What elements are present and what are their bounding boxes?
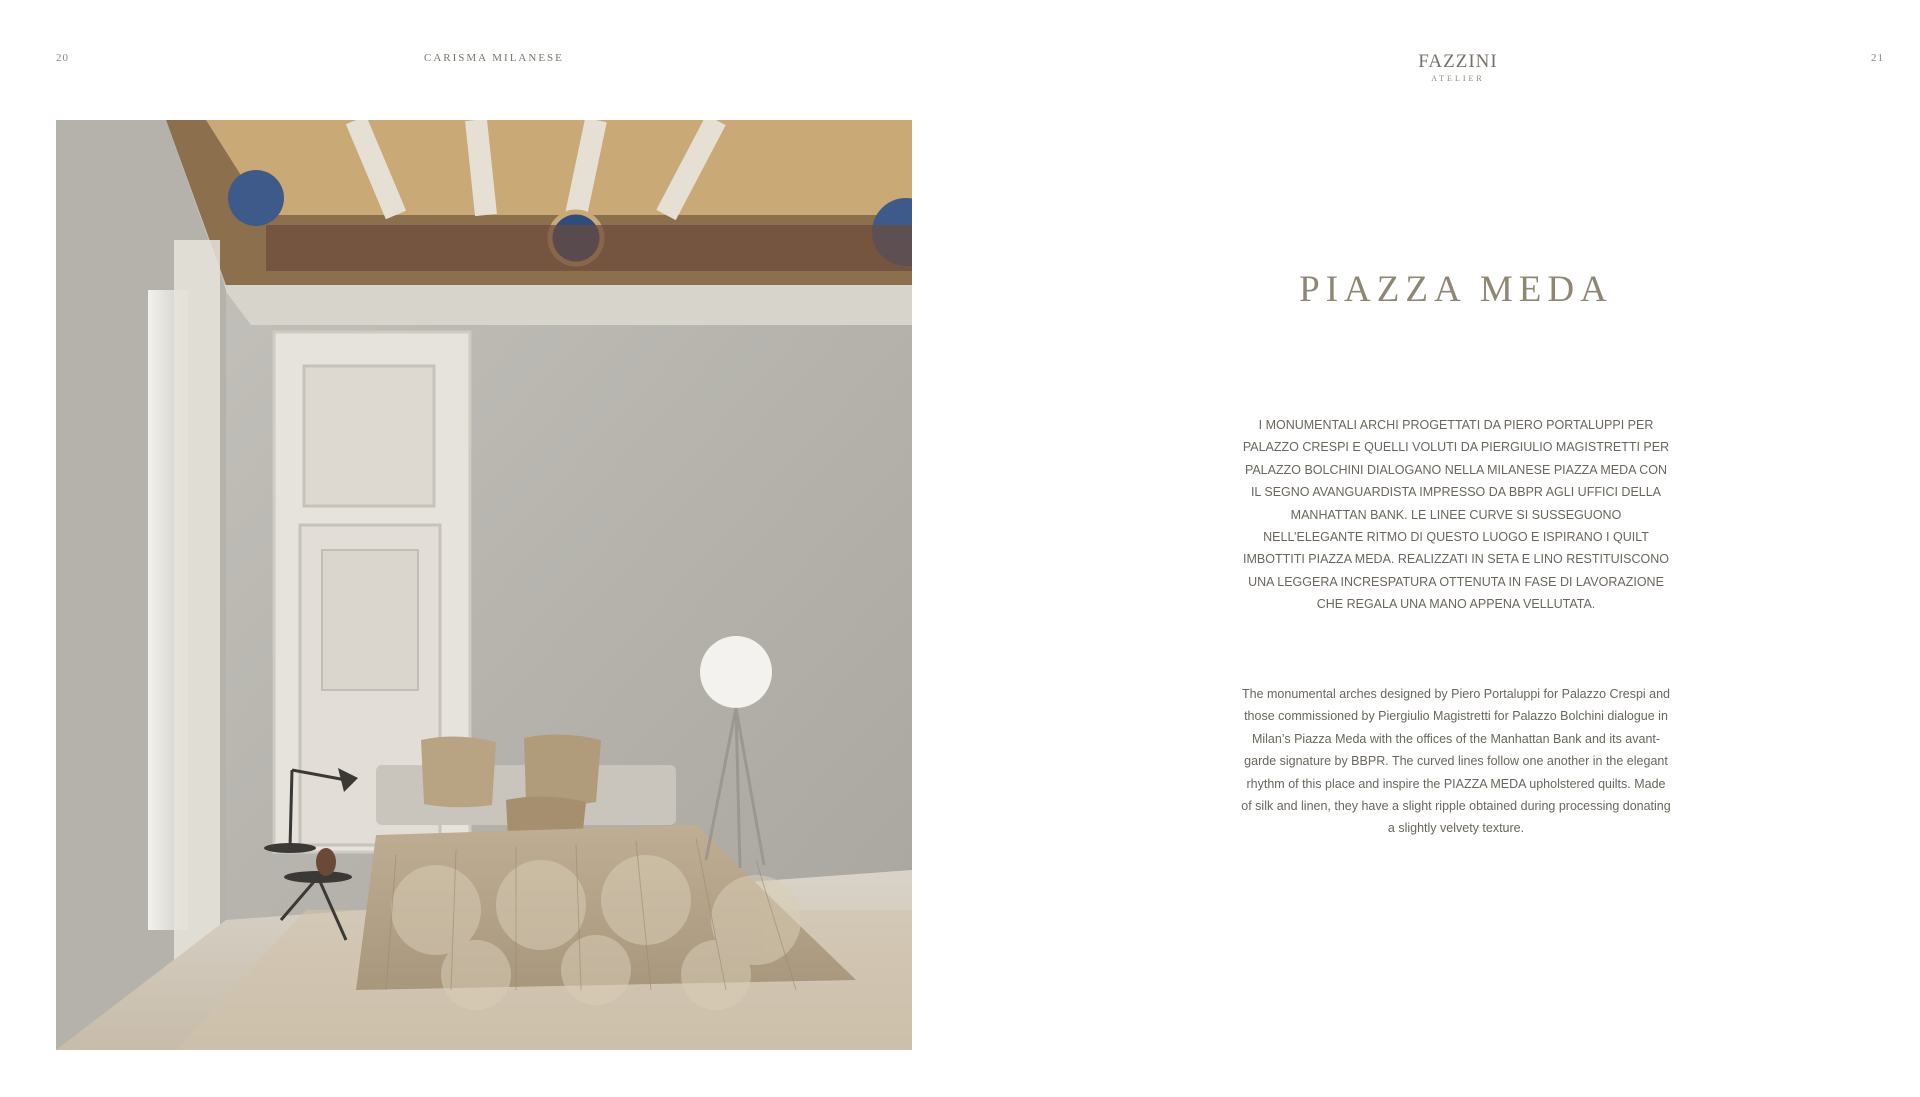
running-head: CARISMA MILANESE	[424, 52, 564, 64]
bedroom-photo	[56, 120, 912, 1050]
article-title: PIAZZA MEDA	[1299, 268, 1613, 310]
article-text-english: The monumental arches designed by Piero Portaluppi for Palazzo Crespi and those commissioned by Piergiulio Magistretti for Palazzo Bolchini dialogue in Milan’s Piazza Meda with the offices of the Manhattan Bank and its avant-garde signature by BBPR. The curved lines follow one another in the elegant rhythm of this place and inspire the PIAZZA MEDA upholstered quilts. Made of silk and linen, they have a slight ripple obtained during processing donating a slightly velvety texture.	[1241, 687, 1671, 836]
brand-subtitle: ATELIER	[1431, 74, 1485, 83]
brand-name: FAZZINI	[1418, 51, 1498, 72]
right-page-number: 21	[1871, 52, 1884, 64]
left-page-number: 20	[56, 52, 69, 64]
article-text-italian: I MONUMENTALI ARCHI PROGETTATI DA PIERO PORTALUPPI PER PALAZZO CRESPI E QUELLI VOLUTI DA PIERGIULIO MAGISTRETTI PER PALAZZO BOLCHINI DIALOGANO NELLA MILANESE PIAZZA MEDA CON IL SEGNO AVANGUARDISTA IMPRESSO DA BBPR AGLI UFFICI DELLA MANHATTAN BANK. LE LINEE CURVE SI SUSSEGUONO NELL’ELEGANTE RITMO DI QUESTO LUOGO E ISPIRANO I QUILT IMBOTTITI PIAZZA MEDA. REALIZZATI IN SETA E LINO RESTITUISCONO UNA LEGGERA INCRESPATURA OTTENUTA IN FASE DI LAVORAZIONE CHE REGALA UNA MANO APPENA VELLUTATA.	[1242, 418, 1670, 612]
brand-logo	[1412, 52, 1504, 83]
bedroom-photo-icon	[56, 120, 912, 1050]
